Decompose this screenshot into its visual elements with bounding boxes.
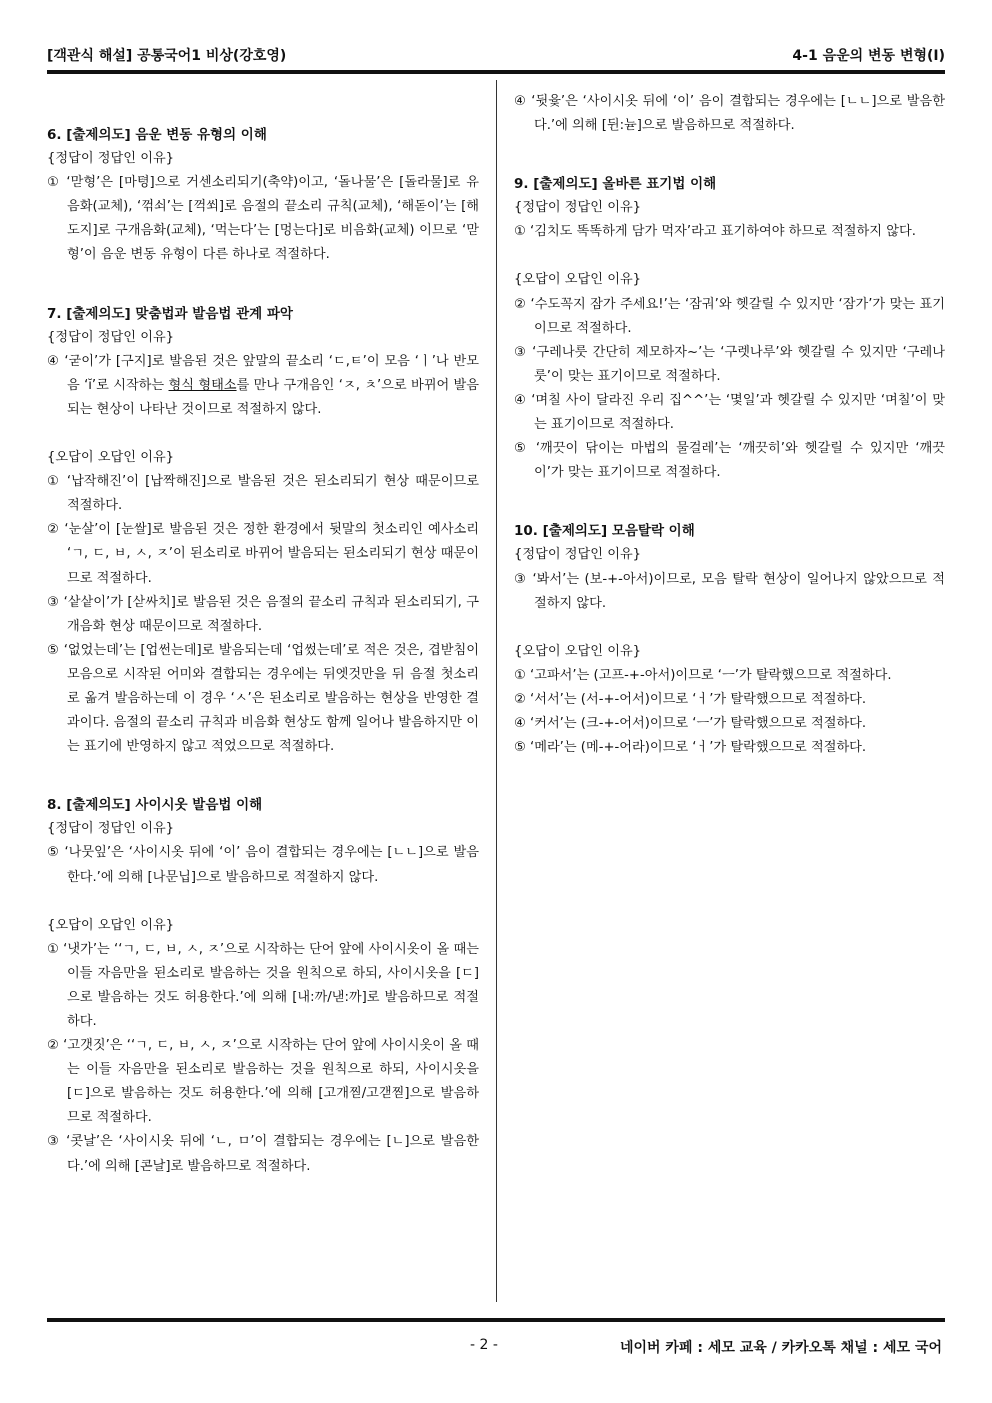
answer-item: ① ‘맏형’은 [마텽]으로 거센소리되기(축약)이고, ‘돌나물’은 [돌라물]로 유음화(교체), ‘꺾쇠’는 [꺽쐬]로 음절의 끝소리 규칙(교체), ‘해돋이’는 [해도지]로 구개음화(교체), ‘먹는다’는 [멍는다]로 비음화(교체) 이므로 ‘맏형’이 음운 변동 유형이 다른 하나로 적절하다. [47,175,479,263]
answer-item: ⑤ ‘나뭇잎’은 ‘사이시옷 뒤에 ‘이’ 음이 결합되는 경우에는 [ㄴㄴ]으로 발음한다.’에 의해 [나문닙]으로 발음하므로 적절하지 않다. [47,845,479,885]
header-course-title: [객관식 해설] 공통국어1 비상(강호영) [47,48,287,64]
header-unit-title: 4-1 음운의 변동 변형(Ⅰ) [792,48,945,64]
answer-item: ④ ‘뒷윷’은 ‘사이시옷 뒤에 ‘이’ 음이 결합되는 경우에는 [ㄴㄴ]으로 발음한다.’에 의해 [뒨:뉻]으로 발음하므로 적절하다. [514,94,945,134]
correct-label: {정답이 정답인 이유} [514,547,642,563]
answer-text: ④ ‘굳이’가 [구지]로 발음된 것은 앞말의 끝소리 ‘ㄷ,ㅌ’이 모음 ‘ㅣ’나 반모음 ‘ĭ’로 시작하는 [47,353,479,393]
answer-item: ③ ‘콧날’은 ‘사이시옷 뒤에 ‘ㄴ, ㅁ’이 결합되는 경우에는 [ㄴ]으로 발음한다.’에 의해 [콘날]로 발음하므로 적절하다. [47,1134,479,1174]
answer-item: ③ ‘샅샅이’가 [삳싸치]로 발음된 것은 음절의 끝소리 규칙과 된소리되기, 구개음화 현상 때문이므로 적절하다. [47,594,479,634]
answer-item: ② ‘수도꼭지 잠가 주세요!’는 ‘잠궈’와 헷갈릴 수 있지만 ‘잠가’가 맞는 표기이므로 적절하다. [514,296,945,336]
section-6 [47,123,479,268]
section-8 [47,793,479,1178]
correct-label: {정답이 정답인 이유} [47,329,175,345]
answer-item: ④ ‘커서’는 (크-+-어서)이므로 ‘ㅡ’가 탈락했으므로 적절하다. [514,715,867,731]
answer-item: ⑤ ‘깨끗이 닦이는 마법의 물걸레’는 ‘깨끗히’와 헷갈릴 수 있지만 ‘깨끗이’가 맞는 표기이므로 적절하다. [514,441,945,481]
answer-text: 를 만나 구개음인 ‘ㅈ, ㅊ’으로 바뀌어 발음되는 현상이 나타난 것이므로 적절하지 않다. [67,377,480,417]
answer-item: ③ ‘봐서’는 (보-+-아서)이므로, 모음 탈락 현상이 일어나지 않았으므로 적절하지 않다. [514,571,945,611]
answer-item: ② ‘서서’는 (서-+-어서)이므로 ‘ㅓ’가 탈락했으므로 적절하다. [514,691,867,707]
correct-label: {정답이 정답인 이유} [47,151,175,167]
page-header [47,40,945,70]
footer-contact: 네이버 카페 : 세모 교육 / 카카오톡 채널 : 세모 국어 [619,1340,942,1356]
answer-item: ① ‘납작해진’이 [납짝해진]으로 발음된 것은 된소리되기 현상 때문이므로 적절하다. [47,474,479,514]
wrong-label: {오답이 오답인 이유} [47,450,175,466]
section-9-title: 9. [출제의도] 올바른 표기법 이해 [514,176,717,193]
page-number: - 2 - [470,1337,498,1353]
left-column [47,90,479,1179]
correct-label: {정답이 정답인 이유} [47,821,175,837]
answer-item: ② ‘눈살’이 [눈쌀]로 발음된 것은 정한 환경에서 뒷말의 첫소리인 예사소리 ‘ㄱ, ㄷ, ㅂ, ㅅ, ㅈ’이 된소리로 바뀌어 발음되는 된소리되기 현상 때문이므로 적절하다. [47,522,479,586]
answer-item: ⑤ ‘없었는데’는 [업썬는데]로 발음되는데 ‘업썼는데’로 적은 것은, 겹받침이 모음으로 시작된 어미와 결합되는 경우에는 뒤엣것만을 뒤 음절 첫소리로 옮겨 발음하는데 이 경우 ‘ㅅ’은 된소리로 발음하는 현상을 반영한 결과이다. 음절의 끝소리 규칙과 비음화 현상도 함께 일어나 발음하지만 이는 표기에 반영하지 않고 적었으므로 적절하다. [47,642,479,755]
answer-item: ① ‘고파서’는 (고프-+-아서)이므로 ‘ㅡ’가 탈락했으므로 적절하다. [514,667,892,683]
section-10-title: 10. [출제의도] 모음탈락 이해 [514,523,695,540]
right-column [514,90,945,760]
section-7-title: 7. [출제의도] 맞춤법과 발음법 관계 파악 [47,305,293,322]
wrong-label: {오답이 오답인 이유} [514,643,642,659]
answer-item: ③ ‘구레나룻 간단히 제모하자~’는 ‘구렛나루’와 헷갈릴 수 있지만 ‘구레나룻’이 맞는 표기이므로 적절하다. [514,344,945,384]
section-6-title: 6. [출제의도] 음운 변동 유형의 이해 [47,127,267,143]
section-8-title: 8. [출제의도] 사이시옷 발음법 이해 [47,797,263,814]
section-10 [514,519,945,760]
wrong-label: {오답이 오답인 이유} [514,272,642,288]
answer-item: ⑤ ‘메라’는 (메-+-어라)이므로 ‘ㅓ’가 탈락했으므로 적절하다. [514,740,867,756]
wrong-label: {오답이 오답인 이유} [47,917,175,933]
section-9 [514,172,945,485]
section-7 [47,302,479,760]
correct-label: {정답이 정답인 이유} [514,200,642,216]
answer-item: ④ ‘며칠 사이 달라진 우리 집^^’는 ‘몇일’과 헷갈릴 수 있지만 ‘며칠’이 맞는 표기이므로 적절하다. [514,392,945,433]
answer-item [47,350,479,422]
answer-item: ① ‘김치도 똑똑하게 담가 먹자’라고 표기하여야 하므로 적절하지 않다. [514,224,916,240]
answer-item: ① ‘냇가’는 ‘‘ㄱ, ㄷ, ㅂ, ㅅ, ㅈ’으로 시작하는 단어 앞에 사이시옷이 올 때는 이들 자음만을 된소리로 발음하는 것을 원칙으로 하되, 사이시옷을 [ㄷ]으로 발음하는 것도 허용한다.’에 의해 [내:까/낻:까]로 발음하므로 적절하다. [47,941,479,1029]
answer-item: ② ‘고갯짓’은 ‘‘ㄱ, ㄷ, ㅂ, ㅅ, ㅈ’으로 시작하는 단어 앞에 사이시옷이 올 때는 이들 자음만을 된소리로 발음하는 것을 원칙으로 하되, 사이시옷을 [ㄷ]으로 발음하는 것도 허용한다.’에 의해 [고개찓/고갣찓]으로 발음하므로 적절하다. [47,1038,479,1126]
header-rule [47,70,945,74]
underlined-term: 형식 형태소 [168,377,237,393]
column-divider [496,80,497,1302]
footer-rule [47,1318,945,1322]
